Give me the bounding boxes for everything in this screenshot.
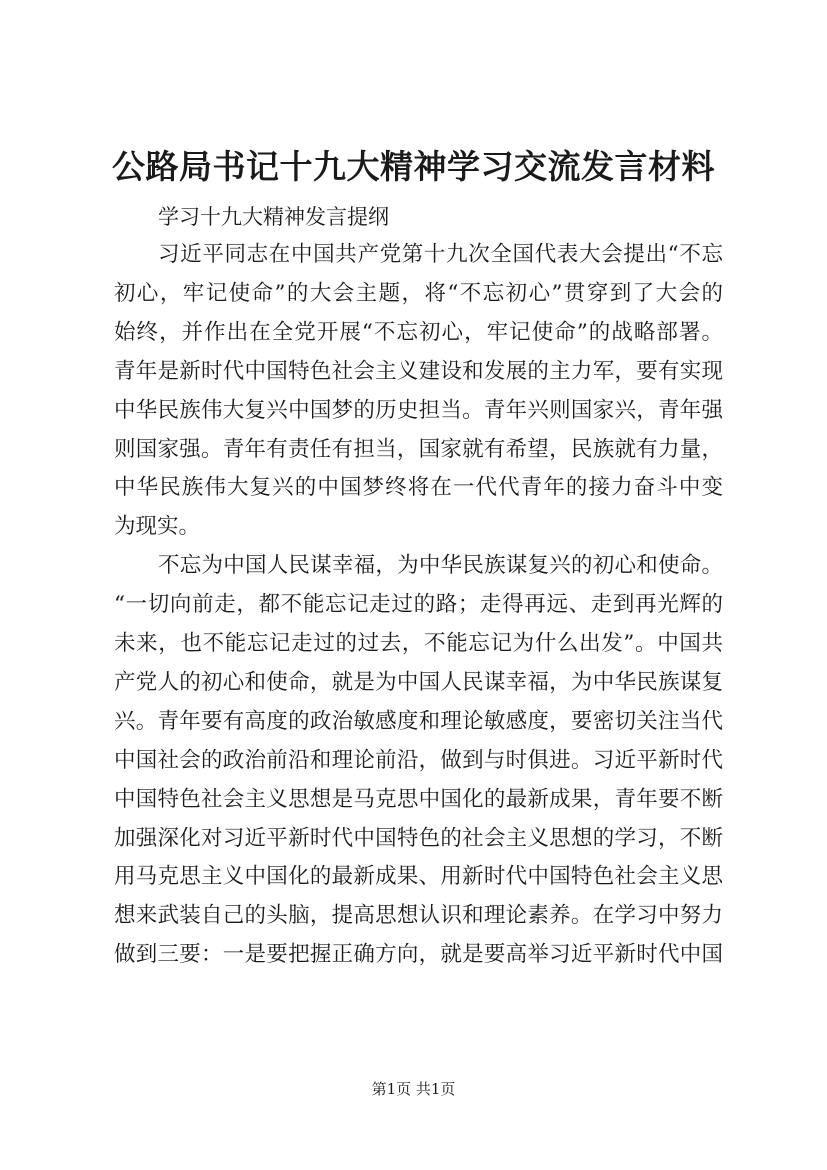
paragraph-line: 中国社会的政治前沿和理论前沿，做到与时俱进。习近平新时代 (114, 747, 723, 773)
paragraph-line: 想来武装自己的头脑，提高思想认识和理论素养。在学习中努力 (114, 903, 723, 929)
document-title: 公路局书记十九大精神学习交流发言材料 (112, 147, 715, 186)
paragraph-line: 中华民族伟大复兴的中国梦终将在一代代青年的接力奋斗中变 (114, 475, 723, 501)
paragraph-line: 不忘为中国人民谋幸福，为中华民族谋复兴的初心和使命。 (158, 553, 723, 579)
paragraph-line: 未来，也不能忘记走过的过去，不能忘记为什么出发”。中国共 (114, 631, 723, 656)
paragraph-line: 习近平同志在中国共产党第十九次全国代表大会提出“不忘 (158, 242, 723, 267)
paragraph-line: 产党人的初心和使命，就是为中国人民谋幸福，为中华民族谋复 (114, 669, 723, 695)
paragraph-line: 用马克思主义中国化的最新成果、用新时代中国特色社会主义思 (114, 864, 723, 890)
paragraph-line: 兴。青年要有高度的政治敏感度和理论敏感度，要密切关注当代 (114, 708, 723, 734)
paragraph-line: “一切向前走，都不能忘记走过的路；走得再远、走到再光辉的 (114, 592, 723, 618)
paragraph-line: 则国家强。青年有责任有担当，国家就有希望，民族就有力量， (114, 436, 723, 462)
page-footer: 第1页 共1页 (371, 1080, 456, 1098)
paragraph-line: 为现实。 (114, 514, 201, 540)
paragraph-line: 始终，并作出在全党开展“不忘初心，牢记使命”的战略部署。 (114, 319, 723, 345)
document-subtitle: 学习十九大精神发言提纲 (158, 205, 389, 229)
paragraph-line: 中国特色社会主义思想是马克思中国化的最新成果，青年要不断 (114, 786, 723, 812)
paragraph-line: 做到三要：一是要把握正确方向，就是要高举习近平新时代中国 (114, 942, 723, 968)
paragraph-line: 加强深化对习近平新时代中国特色的社会主义思想的学习，不断 (114, 825, 723, 851)
paragraph-line: 中华民族伟大复兴中国梦的历史担当。青年兴则国家兴，青年强 (114, 397, 723, 423)
paragraph-line: 青年是新时代中国特色社会主义建设和发展的主力军，要有实现 (114, 358, 723, 384)
paragraph-line: 初心，牢记使命”的大会主题，将“不忘初心”贯穿到了大会的 (114, 280, 723, 306)
